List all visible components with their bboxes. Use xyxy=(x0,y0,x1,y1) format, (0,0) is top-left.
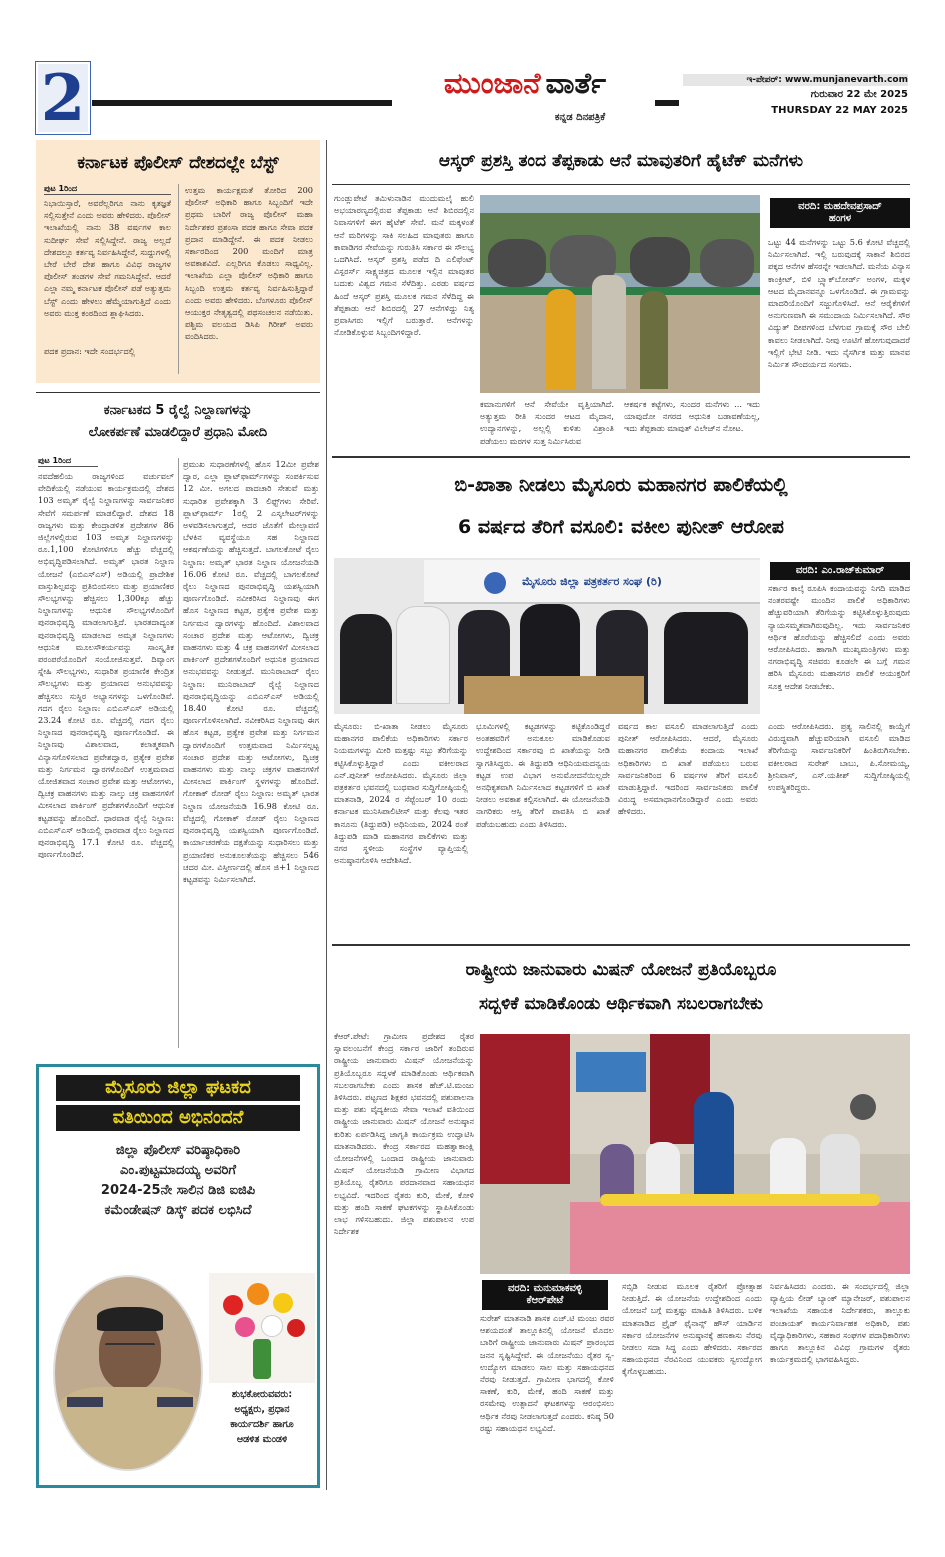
ad-wish-line2: ಕಾರ್ಯದರ್ಶಿ ಹಾಗೂ xyxy=(230,1419,294,1430)
press-table xyxy=(464,676,644,714)
table-flowers xyxy=(600,1194,880,1206)
story2-col1: ನವದೆಹಲಿಯ ರಾಜ್ಯಗಳಿಂದ ವರ್ಚುವಲ್ ವೇದಿಕೆಯಲ್ಲಿ ನಡೆಯುವ ಕಾರ್ಯಕ್ರಮದಲ್ಲಿ ದೇಶದ 103 ಅಮೃತ್ ರೈಲ್ವೆ ನಿಲ್ದಾಣಗಳನ್ನು ಸಾರ್ವಜನಿಕರ ಸೇವೆಗೆ ಸಮರ್ಪಣೆ ಮಾಡಲಿದ್ದಾರೆ. ದೇಶದ 18 ರಾಜ್ಯಗಳು ಮತ್ತು ಕೇಂದ್ರಾಡಳಿತ ಪ್ರದೇಶಗಳ 86 ಜಿಲ್ಲೆಗಳಲ್ಲಿರುವ 103 ಅಮೃತ ನಿಲ್ದಾಣಗಳನ್ನು ರೂ.1,100 ಕೋಟಿಗಳಿಗೂ ಹೆಚ್ಚು ವೆಚ್ಚದಲ್ಲಿ ಅಭಿವೃದ್ಧಿಪಡಿಸಲಾಗಿದೆ. ಅಮೃತ್ ಭಾರತ ನಿಲ್ದಾಣ ಯೋಜನೆ (ಎಬಿಎಸ್ಎಸ್) ಅಡಿಯಲ್ಲಿ ಪ್ರಾದೇಶಿಕ ವಾಸ್ತುಶಿಲ್ಪವನ್ನು ಪ್ರತಿಬಿಂಬಿಸಲು ಮತ್ತು ಪ್ರಯಾಣಿಕರ ಸೌಲಭ್ಯಗಳನ್ನು ಹೆಚ್ಚಿಸಲು 1,300ಕ್ಕೂ ಹೆಚ್ಚು ನಿಲ್ದಾಣಗಳನ್ನು ಆಧುನಿಕ ಸೌಲಭ್ಯಗಳೊಂದಿಗೆ ಪುನರಾಭಿವೃದ್ಧಿ ಮಾಡಲಾಗುತ್ತಿದೆ. ಭಾರತದಾದ್ಯಂತ ಪುನರಾಭಿವೃದ್ಧಿ ಮಾಡಲಾದ ಅಮೃತ ನಿಲ್ದಾಣಗಳು ಆಧುನಿಕ ಮೂಲಸೌಕರ್ಯವನ್ನು ಸಾಂಸ್ಕೃತಿಕ ಪರಂಪರೆಯೊಂದಿಗೆ ಸಂಯೋಜಿಸುತ್ತವೆ. ದಿವ್ಯಾಂಗ ಸ್ನೇಹಿ ಸೌಲಭ್ಯಗಳು, ಸುಧಾರಿತ ಪ್ರಯಾಣಿಕ ಕೇಂದ್ರಿತ ಸೌಲಭ್ಯಗಳು ಮತ್ತು ಪ್ರಯಾಣದ ಅನುಭವವನ್ನು ಹೆಚ್ಚಿಸಲು ಸುಸ್ಥಿರ ಅಭ್ಯಾಸಗಳನ್ನು ಒಳಗೊಂಡಿವೆ. ಗದಗ ರೈಲು ನಿಲ್ದಾಣ: ಎಬಿಎಸ್ಎಸ್ ಅಡಿಯಲ್ಲಿ 23.24 ಕೋಟಿ ರೂ. ವೆಚ್ಚದಲ್ಲಿ ಗದಗ ರೈಲು ನಿಲ್ದಾಣದ ಪುನರಾಭಿವೃದ್ಧಿ ಪೂರ್ಣಗೊಂಡಿದೆ. ಈ ನಿಲ್ದಾಣವು ವಿಶಾಲವಾದ, ಕಲಾತ್ಮಕವಾಗಿ ವಿನ್ಯಾಸಗೊಳಿಸಲಾದ ಪ್ರವೇಶದ್ವಾರ, ಪ್ರತ್ಯೇಕ ಪ್ರವೇಶ ಮತ್ತು ನಿರ್ಗಮನ ದ್ವಾರಗಳೊಂದಿಗೆ ಉತ್ತಮವಾದ ಯೋಜಿತವಾದ ಸಂಚಾರ ಪ್ರವೇಶ ಮತ್ತು ಆಟೋಗಳು, ದ್ವಿಚಕ್ರ ವಾಹನಗಳು ಮತ್ತು ನಾಲ್ಕು ಚಕ್ರ ವಾಹನಗಳಿಗೆ ಮೀಸಲಾದ ಪಾರ್ಕಿಂಗ್ ಪ್ರದೇಶಗಳೊಂದಿಗೆ ಆಧುನಿಕ ಕಟ್ಟಡವನ್ನು ಹೊಂದಿದೆ. ಧಾರವಾಡ ರೈಲ್ವೆ ನಿಲ್ದಾಣ: ಎಬಿಎಸ್ಎಸ್ ಅಡಿಯಲ್ಲಿ ಧಾರವಾಡ ರೈಲು ನಿಲ್ದಾಣದ ಪುನರಾಭಿವೃದ್ಧಿ 17.1 ಕೋಟಿ ರೂ. ವೆಚ್ಚದಲ್ಲಿ ಪೂರ್ಣಗೊಂಡಿದೆ. xyxy=(38,471,174,860)
flower-white xyxy=(261,1315,283,1337)
story4-col3: ವರ್ಷದ ಕಾಲ ವಸೂಲಿ ಮಾಡಲಾಗುತ್ತಿದೆ ಎಂದು ಪುನೀತ್ ಆರೋಪಿಸಿದರು. ಆದರೆ, ಮೈಸೂರು ಮಹಾನಗರ ಪಾಲಿಕೆಯ ಕಂದಾಯ ಇಲಾಖೆ ಅಧಿಕಾರಿಗಳು ಬಿ ಖಾತೆ ಪಡೆಯಲು ಬರುವ ಸಾರ್ವಜನಿಕರಿಂದ 6 ವರ್ಷಗಳ ತೆರಿಗೆ ವಸೂಲಿ ಮಾಡುತ್ತಿದ್ದಾರೆ. ಇದರಿಂದ ಸಾರ್ವಜನಿಕರು ಪಾಲಿಕೆ ವಿರುದ್ಧ ಅಸಮಾಧಾನಗೊಂಡಿದ್ದಾರೆ ಎಂದು ಅವರು ಹೇಳಿದರು. xyxy=(618,721,758,817)
story4-photo xyxy=(334,558,760,714)
speaker-person xyxy=(694,1092,734,1202)
story2-dateline: ಪುಟ 1ರಿಂದ xyxy=(38,456,98,467)
story3-under-photo-col1: ಕಮಾನುಗಳಿಗೆ ಆನೆ ಸೇವೆಯೇ ವೃತ್ತಿಯಾಗಿದೆ. ಅತ್ಯುತ್ತಮ ರೀತಿ ಸುಂದರ ಆಟದ ಮೈದಾನ, ಉದ್ಯಾನಗಳನ್ನು, ಅಲ್ಲಲ್ಲಿ ಕುಳಿತು ವಿಶ್ರಾಂತಿ ಪಡೆಯಲು ಮರಗಳ ಸುತ್ತ ನಿರ್ಮಿಸಿರುವ xyxy=(480,399,614,446)
date-kannada: ಗುರುವಾರ 22 ಮೇ 2025 xyxy=(810,89,908,100)
story5-top-rule xyxy=(332,944,910,946)
story3-byline xyxy=(770,198,910,228)
story1-col2: ಉತ್ತಮ ಕಾರ್ಯಕ್ಷಮತೆ ತೋರಿದ 200 ಪೊಲೀಸ್ ಅಧಿಕಾರಿ ಹಾಗೂ ಸಿಬ್ಬಂದಿಗೆ ಇದೇ ಪ್ರಥಮ ಬಾರಿಗೆ ರಾಜ್ಯ ಪೊಲೀಸ್ ಮಹಾ ನಿರ್ದೇಶಕರ ಪ್ರಶಂಸಾ ಪದಕ ಹಾಗೂ ಸೇವಾ ಪದಕ ಪ್ರದಾನ ಮಾಡಿದ್ದೇನೆ. ಈ ಪದಕ ನೀಡಲು ಸರ್ಕಾರದಿಂದ 200 ಮಂದಿಗೆ ಮಾತ್ರ ಅವಕಾಶವಿದೆ. ಎಲ್ಲರಿಗೂ ಕೊಡಲು ಸಾಧ್ಯವಿಲ್ಲ. ಇಲಾಖೆಯ ಎಲ್ಲಾ ಪೊಲೀಸ್ ಅಧಿಕಾರಿ ಹಾಗೂ ಸಿಬ್ಬಂದಿ ಉತ್ತಮ ಕರ್ತವ್ಯ ನಿರ್ವಹಿಸುತ್ತಿದ್ದಾರೆ ಎಂದು ಅವರು ಹೇಳಿದರು. ಬೆಂಗಳೂರು ಪೊಲೀಸ್ ಆಯುಕ್ತರ ನೇತೃತ್ವದಲ್ಲಿ ಪಥಸಂಚಲನ ನಡೆಯಿತು. ಪಶ್ಚಿಮ ವಲಯದ ಡಿಸಿಪಿ ಗಿರೀಶ್ ಅವರು ವಂದಿಸಿದರು. xyxy=(185,185,313,342)
press-banner xyxy=(424,560,760,604)
story2-col-divider xyxy=(178,458,179,1048)
flower-red xyxy=(223,1295,243,1315)
portrait-epaulette-right xyxy=(157,1397,193,1407)
ad-wish-line3: ಆಡಳಿತ ಮಂಡಳಿ xyxy=(236,1434,288,1445)
story5-headline-line2: ಸದ್ಬಳಿಕೆ ಮಾಡಿಕೊಂಡು ಆರ್ಥಿಕವಾಗಿ ಸಬಲರಾಗಬೇಕು xyxy=(479,994,763,1014)
story4-byline: ವರದಿ: ಎಂ.ರಾಜ್‌ಕುಮಾರ್ xyxy=(770,562,910,580)
flower-bouquet xyxy=(209,1273,315,1383)
portrait-hair xyxy=(97,1307,163,1331)
flower-yellow xyxy=(273,1293,293,1313)
masthead-title-part2: ವಾರ್ತೆ xyxy=(545,66,607,100)
flower-pink xyxy=(235,1317,255,1337)
date-english: THURSDAY 22 MAY 2025 xyxy=(771,105,908,116)
story5-headline-line1: ರಾಷ್ಟ್ರೀಯ ಜಾನುವಾರು ಮಿಷನ್ ಯೋಜನೆ ಪ್ರತಿಯೊಬ್ಬರೂ xyxy=(465,960,777,980)
ad-wish-label: ಶುಭಕೋರುವವರು: xyxy=(231,1389,293,1400)
story5-left-col: ಕೆಆರ್.ಪೇಟೆ: ಗ್ರಾಮೀಣ ಪ್ರದೇಶದ ರೈತರ ಸ್ವಾವಲಂಬನೆಗೆ ಕೇಂದ್ರ ಸರ್ಕಾರ ಜಾರಿಗೆ ತಂದಿರುವ ರಾಷ್ಟ್ರೀಯ ಜಾನುವಾರು ಮಿಷನ್ ಯೋಜನೆಯನ್ನು ಪ್ರತಿಯೊಬ್ಬರೂ ಸದ್ಬಳಕೆ ಮಾಡಿಕೊಂಡು ಆರ್ಥಿಕವಾಗಿ ಸಬಲರಾಗಬೇಕು ಎಂದು ಶಾಸಕ ಹೆಚ್.ಟಿ.ಮಂಜು ತಿಳಿಸಿದರು. ಪಟ್ಟಣದ ಶಿಕ್ಷಕರ ಭವನದಲ್ಲಿ ಪಶುಪಾಲನಾ ಮತ್ತು ಪಶು ವೈದ್ಯಕೀಯ ಸೇವಾ ಇಲಾಖೆ ವತಿಯಿಂದ ರಾಷ್ಟ್ರೀಯ ಜಾನುವಾರು ಮಿಷನ್ ಯೋಜನೆ ಅನುಷ್ಠಾನ ಕುರಿತು ಏರ್ಪಡಿಸಿದ್ದ ಜಾಗೃತಿ ಕಾರ್ಯಕ್ರಮ ಉದ್ಘಾಟಿಸಿ ಮಾತನಾಡಿದರು. ಕೇಂದ್ರ ಸರ್ಕಾರದ ಮಹತ್ವಾಕಾಂಕ್ಷಿ ಯೋಜನೆಗಳಲ್ಲಿ ಒಂದಾದ ರಾಷ್ಟ್ರೀಯ ಜಾನುವಾರು ಮಿಷನ್ ಯೋಜನೆಯಡಿ ಗ್ರಾಮೀಣ ವಿಭಾಗದ ಪ್ರತಿಯೊಬ್ಬ ರೈತರಿಗೂ ಪರದಾನವಾದ ಸಹಾಯಧನ ಲಭ್ಯವಿದೆ. ಇದರಿಂದ ರೈತರು ಕುರಿ, ಮೇಕೆ, ಕೋಳಿ ಮತ್ತು ಹಂದಿ ಸಾಕಣೆ ಘಟಕಗಳನ್ನು ಸ್ಥಾಪಿಸಿಕೊಂಡು ಲಾಭ ಗಳಿಸಬಹುದು. ಜಿಲ್ಲಾ ಪಶುಪಾಲನ ಉಪ ನಿರ್ದೇಶಕ xyxy=(334,1031,474,1237)
masthead-title-part1: ಮುಂಜಾನೆ xyxy=(443,66,541,100)
congratulation-ad xyxy=(36,1064,320,1488)
story2-headline-line2: ಲೋಕರ್ಪಣೆ ಮಾಡಲಿದ್ದಾರೆ ಪ್ರಧಾನಿ ಮೋದಿ xyxy=(88,425,268,440)
epaper-link[interactable]: ಇ-ಪೇಪರ್: www.munjanevarth.com xyxy=(746,75,908,85)
story1-headline: ಕರ್ನಾಟಕ ಪೊಲೀಸ್ ದೇಶದಲ್ಲೇ ಬೆಸ್ಟ್ xyxy=(77,153,279,173)
masthead-title xyxy=(395,66,655,110)
story3-right-col: ಒಟ್ಟು 44 ಮನೆಗಳನ್ನು ಒಟ್ಟು 5.6 ಕೋಟಿ ವೆಚ್ಚದಲ್ಲಿ ನಿರ್ಮಿಸಲಾಗಿದೆ. ಇಲ್ಲಿ ಬರುವುದಕ್ಕೆ ಸಾಕಾನೆ ಶಿಬಿರದ ಪಕ್ಕದ ಆನೆಗಳ ಹೆಸರನ್ನೇ ಇಡಲಾಗಿದೆ. ಮನೆಯ ವಿನ್ಯಾಸ ಕಾಂಕ್ರೀಟ್, ಬಿಳಿ ಬ್ಲ್ಯಾಕ್‌ಬೋರ್ಡ್ ಅಂಗಳ, ಮಕ್ಕಳ ಆಟದ ಮೈದಾನವನ್ನೂ ಒಳಗೊಂಡಿದೆ. ಈ ಗ್ರಾಮವನ್ನು ಮಾದರಿಯೊಂದಿಗೆ ಸಜ್ಜುಗೊಳಿಸಿದೆ. ಆನೆ ಆರೈಕೆಗಳಿಗೆ ಅನುಗುಣವಾಗಿ ಈ ಸಮುದಾಯ ನಿರ್ಮಿಸಲಾಗಿದೆ. ಸೌರ ವಿದ್ಯುತ್ ದೀಪಗಳಿಂದ ಬೆಳಗುವ ಗ್ರಾಮಕ್ಕೆ ಸೌರ ಬೇಲಿ ಕಾವಲು ನೀಡಲಾಗಿದೆ. ನೀವು ಊಟಿಗೆ ಹೋಗುವುದಾದರೆ ಇಲ್ಲಿಗೆ ಭೇಟಿ ನೀಡಿ. ಇದು ನೈಸರ್ಗಿಕ ಮತ್ತು ಮಾನವ ನಿರ್ಮಿತ ಸೌಂದರ್ಯದ ಸಂಗಮ. xyxy=(768,237,910,370)
masthead-subtitle: ಕನ್ನಡ ದಿನಪತ್ರಿಕೆ xyxy=(554,112,606,123)
portrait-glasses xyxy=(105,1343,155,1353)
flower-orange xyxy=(247,1283,269,1305)
story3-headline: ಆಸ್ಕರ್ ಪ್ರಶಸ್ತಿ ತಂದ ತೆಪ್ಪಕಾಡು ಆನೆ ಮಾವುತರಿಗೆ ಹೈಟೆಕ್ ಮನೆಗಳು xyxy=(438,151,804,171)
story5-right-col2: ನಿರ್ವಹಿಸಿದರು ಎಂದರು. ಈ ಸಂದರ್ಭದಲ್ಲಿ ಜಿಲ್ಲಾ ವ್ಯಾಪ್ತಿಯ ಲೀಡ್ ಬ್ಯಾಂಕ್ ಮ್ಯಾನೇಜರ್, ಪಶುಪಾಲನ ಇಲಾಖೆಯ ಸಹಾಯಕ ನಿರ್ದೇಶಕರು, ತಾಲ್ಲೂಕು ಪಂಚಾಯತ್ ಕಾರ್ಯನಿರ್ವಾಹಕ ಅಧಿಕಾರಿ, ಪಶು ವೈದ್ಯಾಧಿಕಾರಿಗಳು, ಸಹಕಾರ ಸಂಘಗಳ ಪದಾಧಿಕಾರಿಗಳು ಹಾಗೂ ತಾಲ್ಲೂಕಿನ ವಿವಿಧ ಗ್ರಾಮಗಳ ರೈತರು ಕಾರ್ಯಕ್ರಮದಲ್ಲಿ ಭಾಗವಹಿಸಿದ್ದರು. xyxy=(770,1281,910,1365)
story5-right-col1: ಸಬ್ಸಿಡಿ ನೀಡುವ ಮೂಲಕ ರೈತರಿಗೆ ಪ್ರೋತ್ಸಾಹ ನೀಡುತ್ತಿದೆ. ಈ ಯೋಜನೆಯ ಉದ್ದೇಶದಿಂದ ಎಂದು ಯೋಜನೆ ಬಗ್ಗೆ ಮತ್ತಷ್ಟು ಮಾಹಿತಿ ತಿಳಿಸಿದರು. ಬಳಿಕ ಮಾತನಾಡಿದ ಪ್ರೈಡ್ ಫೈನಾನ್ಸ್ ಹೌಸ್ ಯಾರ್ಡಿನ ಸರ್ಕಾರ ಯೋಜನೆಗಳ ಅನುಷ್ಠಾನಕ್ಕೆ ಹಣಕಾಸು ನೆರವು ನೀಡಲು ಸದಾ ಸಿದ್ಧ ಎಂದು ಹೇಳಿದರು. ಸರ್ಕಾರದ ಸಹಾಯಧನದ ನೆರವಿನಿಂದ ಯುವಕರು ಸ್ವಉದ್ಯೋಗ ಕೈಗೊಳ್ಳಬಹುದು. xyxy=(622,1281,762,1377)
story1-col1: ನಿಭಾಯಿಸ್ತಾರೆ, ಅವರೆಲ್ಲರಿಗೂ ನಾನು ಕೃತಜ್ಞತೆ ಸಲ್ಲಿಸುತ್ತೇನೆ ಎಂದು ಅವರು ಹೇಳಿದರು. ಪೊಲೀಸ್ ಇಲಾಖೆಯಲ್ಲಿ ನಾನು 38 ವರ್ಷಗಳ ಕಾಲ ಸುದೀರ್ಘ ಸೇವೆ ಸಲ್ಲಿಸಿದ್ದೇನೆ. ರಾಜ್ಯ ಅಲ್ಲದೆ ದೇಶದಲ್ಲೂ ಕರ್ತವ್ಯ ನಿರ್ವಹಿಸಿದ್ದೇನೆ, ಸುದ್ದುಗಳಲ್ಲಿ ಬೇರೆ ಬೇರೆ ದೇಶ ಹಾಗೂ ವಿವಿಧ ರಾಜ್ಯಗಳ ಪೊಲೀಸ್ ತಂಡಗಳ ಸೇವೆ ಗಮನಿಸಿದ್ದೇನೆ. ಆದರೆ ಎಲ್ಲಾ ನಮ್ಮ ಕರ್ನಾಟಕ ಪೊಲೀಸ್ ಪಡೆ ಅತ್ಯುತ್ತಮ ಬೆಸ್ಟ್ ಎಂದು ಹೇಳಲು ಹೆಮ್ಮೆಯಾಗುತ್ತಿದೆ ಎಂದು ಅವರು ಮುಕ್ತ ಕಂಠದಿಂದ ಶ್ಲಾಘಿಸಿದರು. xyxy=(44,198,171,318)
photo-person-man xyxy=(592,275,626,389)
story3-byline-line2: ಹಂಗಳ xyxy=(828,213,852,224)
story3-left-col: ಗುಂಡ್ಲುಪೇಟೆ ತಮಿಳುನಾಡಿನ ಮುದುಮಲೈ ಹುಲಿ ಅಭಯಾರಣ್ಯದಲ್ಲಿರುವ ತೆಪ್ಪಕಾಡು ಆನೆ ಶಿಬಿರದಲ್ಲಿನ ನಿವಾಸಗಳಿಗೆ ಈಗ ಹೈಟೆಕ್ ಸೇವೆ. ಮನೆ ಮಕ್ಕಳಂತೆ ಆನೆ ಮರಿಗಳನ್ನು ಸಾಕಿ ಸಲಹಿದ ಮಾವುತರು ಹಾಗೂ ಕಾವಾಡಿಗರ ಸೇವೆಯನ್ನು ಗುರುತಿಸಿ ಸರ್ಕಾರ ಈ ಸೌಲಭ್ಯ ಒದಗಿಸಿದೆ. ಆಸ್ಕರ್ ಪ್ರಶಸ್ತಿ ಪಡೆದ ದಿ ಎಲಿಫೆಂಟ್ ವಿಸ್ಪರರ್ಸ್ ಸಾಕ್ಷ್ಯಚಿತ್ರದ ಮೂಲಕ ಇಲ್ಲಿನ ಮಾವುತರ ಬದುಕು ವಿಶ್ವದ ಗಮನ ಸೆಳೆದಿತ್ತು. ಎರಡು ವರ್ಷದ ಹಿಂದೆ ಆಸ್ಕರ್ ಪ್ರಶಸ್ತಿ ಮೂಲಕ ಗಮನ ಸೆಳೆದಿದ್ದ ಈ ತೆಪ್ಪಕಾಡು ಆನೆ ಶಿಬಿರದಲ್ಲಿ 27 ಆನೆಗಳಿದ್ದು ನಿತ್ಯ ಪ್ರವಾಸಿಗರು ಇಲ್ಲಿಗೆ ಬರುತ್ತಾರೆ. ಆನೆಗಳನ್ನು ನೋಡಿಕೊಳ್ಳುವ ಸಿಬ್ಬಂದಿಗಳಿದ್ದಾರೆ. xyxy=(334,193,474,338)
story1-col1-wrap xyxy=(44,184,171,378)
officer-portrait xyxy=(53,1275,203,1471)
story-police-best xyxy=(36,140,320,383)
portrait-epaulette-left xyxy=(67,1397,103,1407)
photo-person-guard xyxy=(640,291,668,389)
story2-headline-line1: ಕರ್ನಾಟಕದ 5 ರೈಲ್ವೆ ನಿಲ್ದಾಣಗಳನ್ನು xyxy=(103,403,253,418)
story4-headline-line2: 6 ವರ್ಷದ ತೆರಿಗೆ ವಸೂಲಿ: ವಕೀಲ ಪುನೀತ್ ಆರೋಪ xyxy=(458,516,784,538)
story3-photo xyxy=(480,195,760,393)
stage-table xyxy=(570,1202,910,1274)
story2-top-rule xyxy=(36,392,320,393)
ad-wish-line1: ಅಧ್ಯಕ್ಷರು, ಪ್ರಧಾನ xyxy=(234,1404,290,1415)
story5-byline xyxy=(482,1280,608,1310)
hall-curtain-left xyxy=(480,1034,570,1184)
story1-col1-end: ಪದಕ ಪ್ರದಾನ: ಇದೇ ಸಂದರ್ಭದಲ್ಲಿ xyxy=(44,346,136,356)
story1-dateline: ಪುಟ 1ರಿಂದ xyxy=(44,184,171,195)
story4-col4: ಎಂದು ಆರೋಪಿಸಿದರು. ಪ್ರತ್ಯ ಸಾಲಿನಲ್ಲಿ ಕಾಯ್ದೆಗೆ ವಿರುದ್ಧವಾಗಿ ಹೆಚ್ಚುವರಿಯಾಗಿ ವಸೂಲಿ ಮಾಡಿದ ತೆರಿಗೆಯನ್ನು ಸಾರ್ವಜನಿಕರಿಗೆ ಹಿಂತಿರುಗಿಸಬೇಕು. ವಕೀಲರಾದ ಸುರೇಶ್ ಬಾಬು, ಪಿ.ಸೋಮಯ್ಯ, ಶ್ರೀನಿವಾಸ್, ಎಸ್.ಯತೀಶ್ ಸುದ್ದಿಗೋಷ್ಠಿಯಲ್ಲಿ ಉಪಸ್ಥಿತರಿದ್ದರು. xyxy=(768,721,910,793)
story5-byline-line1: ವರದಿ: ಮನುಮಾಕವಳ್ಳಿ xyxy=(508,1283,582,1294)
story4-col1: ಮೈಸೂರು: ಬಿ-ಖಾತಾ ನೀಡಲು ಮೈಸೂರು ಮಹಾನಗರ ಪಾಲಿಕೆಯ ಅಧಿಕಾರಿಗಳು ಸರ್ಕಾರ ನಿಯಮಗಳನ್ನು ಮೀರಿ ಮತ್ತಷ್ಟು ಸಬ್ಬು ತೆರಿಗೆಯನ್ನು ಕಟ್ಟಿಸಿಕೊಳ್ಳುತ್ತಿದ್ದಾರೆ ಎಂದು ವಕೀಲರಾದ ಎನ್.ಪುನೀತ್ ಆರೋಪಿಸಿದರು. ಮೈಸೂರು ಜಿಲ್ಲಾ ಪತ್ರಕರ್ತರ ಭವನದಲ್ಲಿ ಬುಧವಾರ ಸುದ್ದಿಗೋಷ್ಠಿಯಲ್ಲಿ ಮಾತನಾಡಿ, 2024 ರ ಸೆಪ್ಟೆಂಬರ್ 10 ರಂದು ಕರ್ನಾಟಕ ಮುನಿಸಿಪಾಲಿಟೀಸ್ ಮತ್ತು ಕೆಲವು ಇತರ ಕಾನೂನು (ತಿದ್ದುಪಡಿ) ಅಧಿನಿಯಮ, 2024 ರಂತೆ ತಿದ್ದುಪಡಿ ಮಾಡಿ ಮಹಾನಗರ ಪಾಲಿಕೆಗಳು ಮತ್ತು ನಗರ ಸ್ಥಳೀಯ ಸಂಸ್ಥೆಗಳ ವ್ಯಾಪ್ತಿಯಲ್ಲಿ ಅನುಷ್ಠಾನಗೊಳಿಸಿ ಆದೇಶಿಸಿದೆ. xyxy=(334,721,468,866)
page-number: 2 xyxy=(40,61,86,136)
masthead-rule-right xyxy=(655,100,679,106)
story5-photo xyxy=(480,1034,910,1274)
hall-fan xyxy=(850,1094,876,1120)
press-person-1 xyxy=(340,614,392,704)
story4-right-col: ಸರ್ಕಾರ ಕಾಲ್ಕೆ ರೂಪಿಸಿ ಕಂದಾಯವನ್ನು ನಿಗದಿ ಮಾಡಿದ ನಂತರವಷ್ಟೇ ಮುಂದಿನ ಪಾಲಿಕೆ ಅಧಿಕಾರಿಗಳು ಹೆಚ್ಚುವರಿಯಾಗಿ ತೆರಿಗೆಯನ್ನು ಕಟ್ಟಿಸಿಕೊಳ್ಳುತ್ತಿರುವುದು ನ್ಯಾಯಸಮ್ಮತವಾಗಿರುವುದಿಲ್ಲ. ಇದು ಸಾರ್ವಜನಿಕರ ಆರ್ಥಿಕ ಹೊರೆಯನ್ನು ಹೆಚ್ಚಿಸಲಿದೆ ಎಂದು ಅವರು ಆರೋಪಿಸಿದರು. ಹಾಗಾಗಿ ಮುಖ್ಯಮಂತ್ರಿಗಳು ಮತ್ತು ನಗರಾಭಿವೃದ್ಧಿ ಸಚಿವರು ಕೂಡಲೇ ಈ ಬಗ್ಗೆ ಗಮನ ಹರಿಸಿ ಮೈಸೂರು ಮಹಾನಗರ ಪಾಲಿಕೆ ಆಯುಕ್ತರಿಗೆ ಸೂಕ್ತ ಆದೇಶ ನೀಡಬೇಕು. xyxy=(768,583,910,691)
story4-col2: ಭೂಮಿಗಳಲ್ಲಿ ಕಟ್ಟಡಗಳನ್ನು ಕಟ್ಟಿಕೊಂಡಿದ್ದರೆ ಅಂತಹವರಿಗೆ ಅನುಕೂಲ ಮಾಡಿಕೊಡುವ ಉದ್ದೇಶದಿಂದ ಸರ್ಕಾರವು ಬಿ ಖಾತೆಯನ್ನು ನೀಡಿ ಸ್ವಾಗತಿಸಿದ್ದರು. ಈ ತಿದ್ದುಪಡಿ ಆಧಿನಿಯಮದನ್ವಯ ಕಟ್ಟಡ ಉಪ ವಿಭಾಗ ಅನುಮೋದನೆಯಿಲ್ಲದೇ ಅನಧಿಕೃತವಾಗಿ ನಿರ್ಮಿಸಲಾದ ಕಟ್ಟಡಗಳಿಗೆ ಬಿ ಖಾತೆ ನೀಡಲು ಅವಕಾಶ ಕಲ್ಪಿಸಲಾಗಿದೆ. ಈ ಯೋಜನೆಯಡಿ ನಾಗರಿಕರು ಆಸ್ತಿ ತೆರಿಗೆ ಪಾವತಿಸಿ ಬಿ ಖಾತೆ ಪಡೆಯಬಹುದು ಎಂದು ತಿಳಿಸಿದರು. xyxy=(476,721,610,829)
press-person-2 xyxy=(396,606,450,704)
ad-body-line2: ಎಂ.ಪುಟ್ಟಮಾದಯ್ಯ ಅವರಿಗೆ xyxy=(120,1163,236,1178)
photo-elephant-1 xyxy=(488,239,546,287)
press-person-6 xyxy=(664,612,748,704)
ad-body-line3: 2024-25ನೇ ಸಾಲಿನ ಡಿಜಿ ಐಜಿಪಿ xyxy=(100,1183,256,1198)
press-banner-logo xyxy=(484,572,506,594)
story3-byline-line1: ವರದಿ: ಮಹದೇವಪ್ರಸಾದ್ xyxy=(798,201,882,212)
seated-person-3 xyxy=(770,1138,806,1202)
ad-body-line1: ಜಿಲ್ಲಾ ಪೊಲೀಸ್ ವರಿಷ್ಠಾಧಿಕಾರಿ xyxy=(115,1143,241,1158)
stage-banner xyxy=(576,1052,646,1092)
story3-under-photo-col2: ಆಕರ್ಷಕ ಕಟ್ಟೆಗಳು, ಸುಂದರ ಮನೆಗಳು ... ಇದು ಯಾವುದೋ ನಗರದ ಆಧುನಿಕ ಬಡಾವಣೆಯಲ್ಲ, ಇದು ತೆಪ್ಪಕಾಡು ಮಾವುತ್ ವಿಲೇಜ್‌ನ ನೋಟ. xyxy=(624,399,760,434)
masthead-rule-left xyxy=(92,100,392,106)
flower-red-2 xyxy=(287,1319,305,1337)
ad-headline-line1: ಮೈಸೂರು ಜಿಲ್ಲಾ ಘಟಕದ xyxy=(56,1075,300,1101)
story5-mid-col: ಸುರೇಶ್ ಮಾತನಾಡಿ ಶಾಸಕ ಎಚ್.ಟಿ ಮಂಜು ರವರ ಆಶಯದಂತೆ ತಾಲ್ಲೂಕಿನಲ್ಲಿ ಯೋಜನೆ ಮೊದಲ ಬಾರಿಗೆ ರಾಷ್ಟ್ರೀಯ ಜಾನುವಾರು ಮಿಷನ್ ಪ್ರಾರಂಭದ ಜನನ ಸೃಷ್ಟಿಸಿದ್ದೇವೆ. ಈ ಯೋಜನೆಯು ರೈತರ ಸ್ವ-ಉದ್ಯೋಗ ಮಾಡಲು ಸಾಲ ಮತ್ತು ಸಹಾಯಧನದ ನೆರವು ನೀಡುತ್ತದೆ. ಗ್ರಾಮೀಣ ಭಾಗದಲ್ಲಿ ಕೋಳಿ ಸಾಕಣೆ, ಕುರಿ, ಮೇಕೆ, ಹಂದಿ ಸಾಕಣೆ ಮತ್ತು ರಸಮೇವು ಉತ್ಪಾದನೆ ಘಟಕಗಳನ್ನು ಆರಂಭಿಸಲು ಆರ್ಥಿಕ ನೆರವು ನೀಡಲಾಗುತ್ತದೆ ಎಂದರು. ಕನಿಷ್ಠ 50 ರಷ್ಟು ಸಹಾಯಧನ ಲಭ್ಯವಿದೆ. xyxy=(480,1313,614,1433)
story3-rule xyxy=(332,184,910,185)
story4-top-rule xyxy=(332,456,910,458)
page-number-box xyxy=(36,62,90,134)
photo-elephant-4 xyxy=(700,239,754,287)
ad-wish-block xyxy=(209,1387,315,1447)
story1-col-divider xyxy=(178,184,179,374)
page-column-divider xyxy=(326,140,327,1490)
ad-body-line4: ಕಮೆಂಡೇಷನ್ ಡಿಸ್ಕ್ ಪದಕ ಲಭಿಸಿದೆ xyxy=(104,1203,252,1218)
story5-byline-line2: ಕೆಆರ್‌ಪೇಟೆ xyxy=(526,1295,564,1306)
ad-headline-line2: ವತಿಯಿಂದ ಅಭಿನಂದನೆ xyxy=(56,1105,300,1131)
press-banner-text: ಮೈಸೂರು ಜಿಲ್ಲಾ ಪತ್ರಕರ್ತರ ಸಂಘ (ರಿ) xyxy=(522,575,662,588)
photo-person-woman xyxy=(546,289,576,389)
bouquet-stem xyxy=(253,1339,271,1379)
photo-elephant-3 xyxy=(630,237,690,287)
story4-headline-line1: ಬಿ-ಖಾತಾ ನೀಡಲು ಮೈಸೂರು ಮಹಾನಗರ ಪಾಲಿಕೆಯಲ್ಲಿ xyxy=(454,474,788,496)
story2-col2: ಪ್ರಮುಖ ಸುಧಾರಣೆಗಳಲ್ಲಿ ಹೊಸ 12ಮೀ ಪ್ರವೇಶ ದ್ವಾರ, ಎಲ್ಲಾ ಪ್ಲಾಟ್‌ಫಾರ್ಮ್‌ಗಳನ್ನು ಸಂಪರ್ಕಿಸುವ 12 ಮೀ. ಅಗಲದ ಪಾದಚಾರಿ ಸೇತುವೆ ಮತ್ತು ಸುಧಾರಿತ ಪ್ರವೇಶಕ್ಕಾಗಿ 3 ಲಿಫ್ಟ್‌ಗಳು ಸೇರಿವೆ. ಪ್ಲಾಟ್‌ಫಾರ್ಮ್ 1ರಲ್ಲಿ 2 ಎಸ್ಕಲೇಟರ್‌ಗಳನ್ನು ಅಳವಡಿಸಲಾಗುತ್ತದೆ, ಆದರ ಜೊತೆಗೆ ಮೇಲ್ಛಾವಣಿ ಬೆಳಕಿನ ವ್ಯವಸ್ಥೆಯೂ ಸಹ ನಿಲ್ದಾಣದ ಆಕರ್ಷಣೆಯನ್ನು ಹೆಚ್ಚಿಸುತ್ತದೆ. ಬಾಗಲಕೋಟೆ ರೈಲು ನಿಲ್ದಾಣ: ಅಮೃತ್ ಭಾರತ ನಿಲ್ದಾಣ ಯೋಜನೆಯಡಿ 16.06 ಕೋಟಿ ರೂ. ವೆಚ್ಚದಲ್ಲಿ ಬಾಗಲಕೋಟೆ ರೈಲು ನಿಲ್ದಾಣದ ಪುನರಾಭಿವೃದ್ಧಿ ಯಶಸ್ವಿಯಾಗಿ ಪೂರ್ಣಗೊಂಡಿದೆ. ನವೀಕರಿಸಿದ ನಿಲ್ದಾಣವು ಈಗ ಹೊಸ ನಿಲ್ದಾಣದ ಕಟ್ಟಡ, ಪ್ರತ್ಯೇಕ ಪ್ರವೇಶ ಮತ್ತು ನಿರ್ಗಮನ ದ್ವಾರಗಳನ್ನು ಹೊಂದಿದೆ. ವಿಶಾಲವಾದ ಸಂಚಾರ ಪ್ರದೇಶ ಮತ್ತು ಆಟೋಗಳು, ದ್ವಿಚಕ್ರ ವಾಹನಗಳು ಮತ್ತು 4 ಚಕ್ರ ವಾಹನಗಳಿಗೆ ಮೀಸಲಾದ ಪಾರ್ಕಿಂಗ್ ಪ್ರದೇಶಗಳೊಂದಿಗೆ ಅಧುನಿಕ ಪ್ರಯಾಣದ ಅನುಭವವನ್ನು ನೀಡುತ್ತದೆ. ಮುನಿರಾಬಾದ್ ರೈಲು ನಿಲ್ದಾಣ: ಮುನಿರಾಬಾದ್ ರೈಲ್ವೆ ನಿಲ್ದಾಣದ ಪುನರಾಭಿವೃದ್ಧಿಯನ್ನು ಎಬಿಎಸ್ಎಸ್ ಅಡಿಯಲ್ಲಿ 18.40 ಕೋಟಿ ರೂ. ವೆಚ್ಚದಲ್ಲಿ ಪೂರ್ಣಗೊಳಿಸಲಾಗಿದೆ. ನವೀಕರಿಸಿದ ನಿಲ್ದಾಣವು ಈಗ ಹೊಸ ಕಟ್ಟಡ, ಪ್ರತ್ಯೇಕ ಪ್ರವೇಶ ಮತ್ತು ನಿರ್ಗಮನ ದ್ವಾರಗಳೊಂದಿಗೆ ಉತ್ತಮವಾದ ನಿರ್ಮಿಸಲ್ಪಟ್ಟ ಸಂಚಾರ ಪ್ರದೇಶ ಮತ್ತು ಆಟೋಗಳು, ದ್ವಿಚಕ್ರ ವಾಹನಗಳು ಮತ್ತು ನಾಲ್ಕು ಚಕ್ರಗಳ ವಾಹನಗಳಿಗೆ ಮೀಸಲಾದ ಪಾರ್ಕಿಂಗ್ ಸ್ಥಳಗಳನ್ನು ಹೊಂದಿದೆ. ಗೋಕಾಕ್ ರೋಡ್ ರೈಲು ನಿಲ್ದಾಣ: ಅಮೃತ್ ಭಾರತ ನಿಲ್ದಾಣ ಯೋಜನೆಯಡಿ 16.98 ಕೋಟಿ ರೂ. ವೆಚ್ಚದಲ್ಲಿ ಗೋಕಾಕ್ ರೋಡ್ ರೈಲು ನಿಲ್ದಾಣದ ಪುನರಾಭಿವೃದ್ಧಿ ಯಶಸ್ವಿಯಾಗಿ ಪೂರ್ಣಗೊಂಡಿದೆ. ಕಾರ್ಯಾಚರಣೆಯ ದಕ್ಷತೆಯನ್ನು ಸುಧಾರಿಸಲು ಮತ್ತು ಪ್ರಯಾಣಿಕರ ಅನುಕೂಲತೆಯನ್ನು ಹೆಚ್ಚಿಸಲು 546 ಚದರ ಮೀ. ವಿಸ್ತೀರ್ಣದಲ್ಲಿ ಹೊಸ ಜಿ+1 ನಿಲ್ದಾಣದ ಕಟ್ಟಡವನ್ನು ನಿರ್ಮಿಸಲಾಗಿದೆ. xyxy=(183,459,319,884)
